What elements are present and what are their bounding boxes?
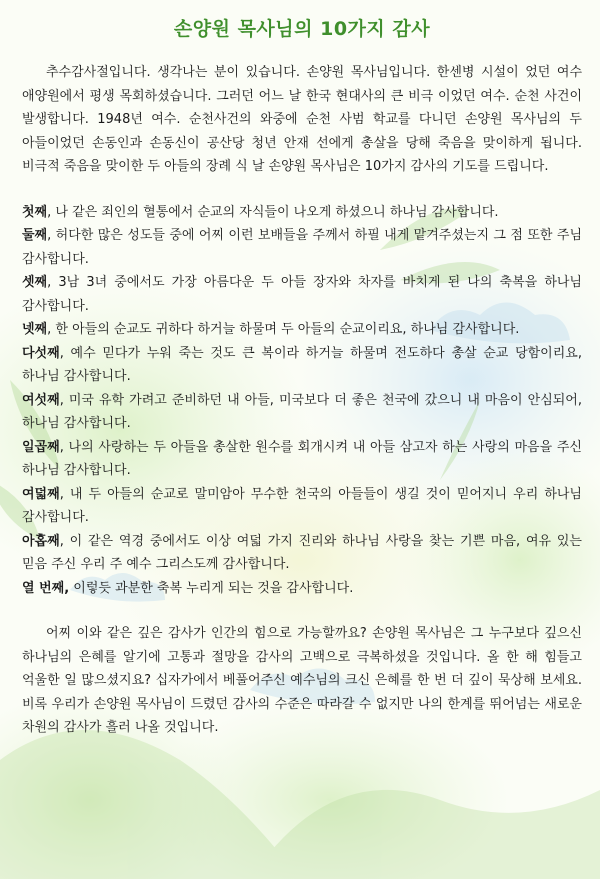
item-ordinal: 넷째 xyxy=(22,322,48,337)
item-text: , 나의 사랑하는 두 아들을 총살한 원수를 회개시켜 내 아들 삼고자 하는 사랑의 마음을 주신 하나님 감사합니다. xyxy=(22,439,582,478)
item-ordinal: 첫째 xyxy=(22,204,48,220)
list-item xyxy=(22,577,582,601)
thanks-list xyxy=(22,201,582,601)
item-ordinal: 여덟째 xyxy=(22,486,60,502)
list-item xyxy=(22,483,582,530)
list-item xyxy=(22,224,582,271)
spacer xyxy=(22,179,582,201)
item-text: , 이 같은 역경 중에서도 이상 여덟 가지 진리와 하나님 사랑을 찾는 기쁜 마음, 여유 있는 믿음 주신 우리 주 예수 그리스도께 감사합니다. xyxy=(22,533,582,572)
page-title: 손양원 목사님의 10가지 감사 xyxy=(173,18,431,40)
list-item xyxy=(22,436,582,483)
list-item xyxy=(22,318,582,342)
item-text: , 미국 유학 가려고 준비하던 내 아들, 미국보다 더 좋은 천국에 갔으니 내 마음이 안심되어, 하나님 감사합니다. xyxy=(22,392,582,431)
item-ordinal: 일곱째 xyxy=(22,439,60,455)
item-ordinal: 둘째 xyxy=(22,228,48,243)
item-ordinal: 아홉째 xyxy=(22,533,60,549)
list-item xyxy=(22,201,582,225)
list-item xyxy=(22,342,582,389)
item-text: , 내 두 아들의 순교로 말미암아 무수한 천국의 아들들이 생길 것이 믿어지니 우리 하나님 감사합니다. xyxy=(22,486,582,525)
spacer xyxy=(22,600,582,622)
closing-paragraph: 어찌 이와 같은 깊은 감사가 인간의 힘으로 가능할까요? 손양원 목사님은 그 누구보다 깊으신 하나님의 은혜를 알기에 고통과 절망을 감사의 고백으로 극복하셨을 것입니다. 올 한 해 힘들고 억울한 일 많으셨지요? 십자가에서 베풀어주신 예수님의 크신 은혜를 한 번 더 깊이 묵상해 보세요. 비록 우리가 손양원 목사님이 드렸던 감사의 수준은 따라갈 수 없지만 나의 한계를 뛰어넘는 새로운 차원의 감사가 흘러 나올 것입니다. xyxy=(22,626,582,735)
intro-paragraph: 추수감사절입니다. 생각나는 분이 있습니다. 손양원 목사님입니다. 한센병 시설이 었던 여수 애양원에서 평생 목회하셨습니다. 그러던 어느 날 한국 현대사의 큰 비극 이었던 여수. 순천 사건이 발생합니다. 1948년 여수. 순천사건의 와중에 순천 사범 학교를 다니던 손양원 목사님의 두 아들이었던 손동인과 손동신이 공산당 청년 안재 선에게 총살을 당해 죽음을 맞이하게 됩니다. 비극적 죽음을 맞이한 두 아들의 장례 식 날 손양원 목사님은 10가지 감사의 기도를 드립니다. xyxy=(22,65,582,174)
item-ordinal: 열 번째, xyxy=(22,580,70,596)
item-text: , 허다한 많은 성도들 중에 어찌 이런 보배들을 주께서 하필 내게 맡겨주셨는지 그 점 또한 주님 감사합니다. xyxy=(22,228,582,267)
item-ordinal: 여섯째 xyxy=(22,392,60,408)
item-text: , 한 아들의 순교도 귀하다 하거늘 하물며 두 아들의 순교이리요, 하나님 감사합니다. xyxy=(47,322,520,337)
item-text: , 예수 믿다가 누워 죽는 것도 큰 복이라 하거늘 하물며 전도하다 총살 순교 당함이리요, 하나님 감사합니다. xyxy=(22,345,582,384)
item-text: , 3남 3녀 중에서도 가장 아름다운 두 아들 장자와 차자를 바치게 된 나의 축복을 하나님 감사합니다. xyxy=(22,275,582,314)
item-ordinal: 다섯째 xyxy=(22,345,60,361)
list-item xyxy=(22,389,582,436)
item-ordinal: 셋째 xyxy=(22,275,48,290)
item-text: , 나 같은 죄인의 혈통에서 순교의 자식들이 나오게 하셨으니 하나님 감사합니다. xyxy=(47,204,499,220)
item-text: 이렇듯 과분한 축복 누리게 되는 것을 감사합니다. xyxy=(69,580,354,596)
list-item xyxy=(22,271,582,318)
list-item xyxy=(22,530,582,577)
